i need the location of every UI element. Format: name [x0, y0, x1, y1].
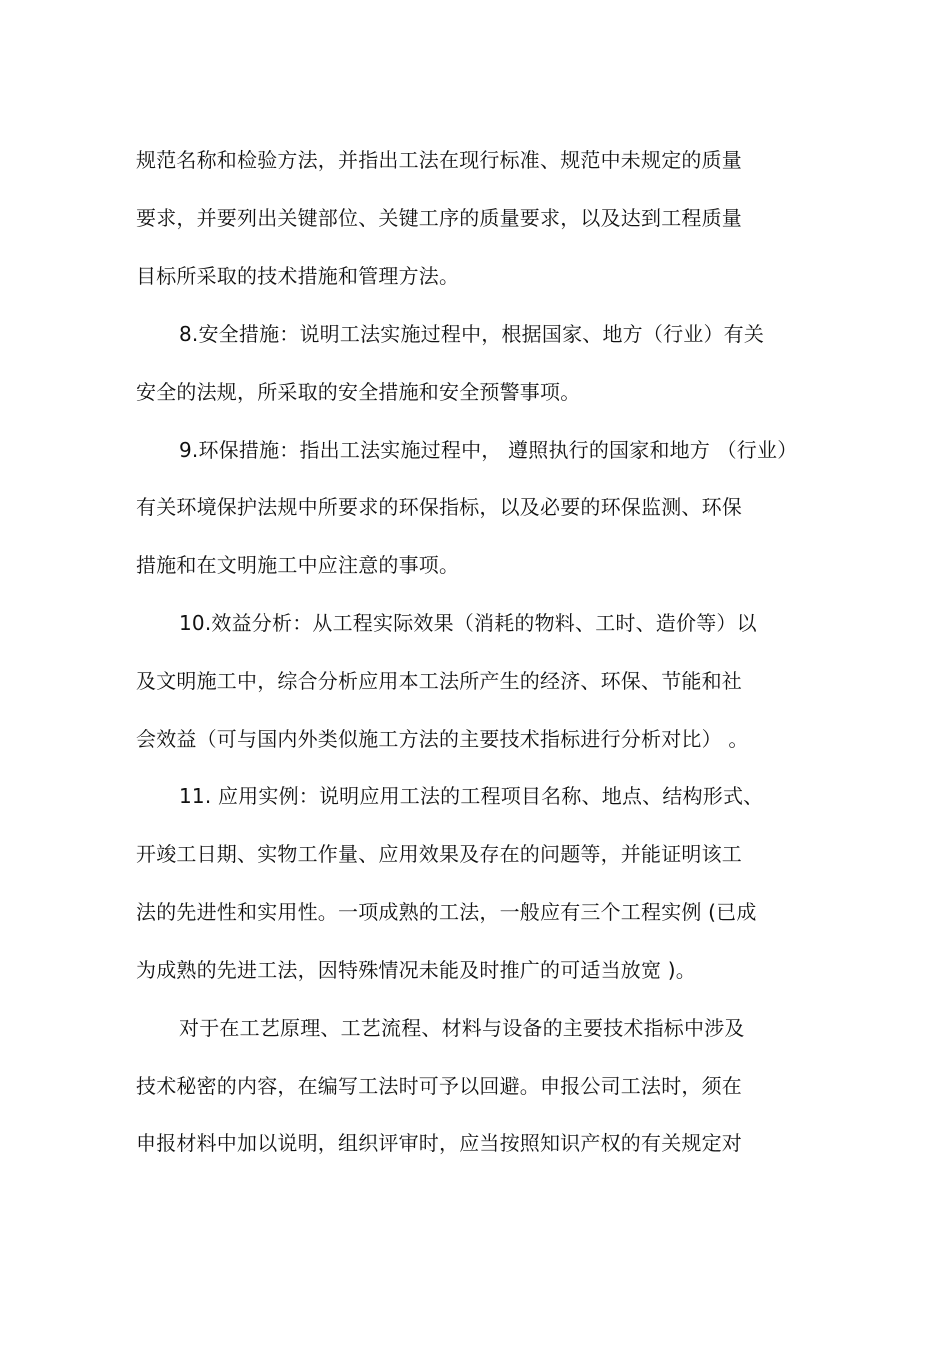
paragraph-line: 安全的法规，所采取的安全措施和安全预警事项。 — [136, 380, 581, 404]
paragraph-line: 技术秘密的内容，在编写工法时可予以回避。申报公司工法时，须在 — [136, 1074, 742, 1098]
paragraph-line: 为成熟的先进工法，因特殊情况未能及时推广的可适当放宽 )。 — [136, 958, 696, 982]
paragraph-line: 开竣工日期、实物工作量、应用效果及存在的问题等，并能证明该工 — [136, 842, 742, 866]
paragraph-line: 法的先进性和实用性。一项成熟的工法，一般应有三个工程实例 (已成 — [136, 900, 757, 924]
paragraph-line: 及文明施工中，综合分析应用本工法所产生的经济、环保、节能和社 — [136, 669, 742, 693]
paragraph-line: 目标所采取的技术措施和管理方法。 — [136, 264, 460, 288]
paragraph-line: 要求，并要列出关键部位、关键工序的质量要求，以及达到工程质量 — [136, 206, 742, 230]
paragraph-line: 会效益（可与国内外类似施工方法的主要技术指标进行分析对比） 。 — [136, 727, 749, 751]
section-8-heading-line: 8.安全措施：说明工法实施过程中，根据国家、地方（行业）有关 — [179, 322, 765, 346]
section-10-heading-line: 10.效益分析：从工程实际效果（消耗的物料、工时、造价等）以 — [179, 611, 757, 635]
paragraph-line: 措施和在文明施工中应注意的事项。 — [136, 553, 460, 577]
paragraph-line: 有关环境保护法规中所要求的环保指标，以及必要的环保监测、环保 — [136, 495, 742, 519]
section-11-heading-line: 11. 应用实例：说明应用工法的工程项目名称、地点、结构形式、 — [179, 784, 764, 808]
closing-paragraph-line: 对于在工艺原理、工艺流程、材料与设备的主要技术指标中涉及 — [179, 1016, 745, 1040]
section-9-heading-line: 9.环保措施：指出工法实施过程中， 遵照执行的国家和地方 （行业） — [179, 438, 798, 462]
paragraph-line: 申报材料中加以说明，组织评审时，应当按照知识产权的有关规定对 — [136, 1131, 742, 1155]
paragraph-line: 规范名称和检验方法，并指出工法在现行标准、规范中未规定的质量 — [136, 148, 742, 172]
